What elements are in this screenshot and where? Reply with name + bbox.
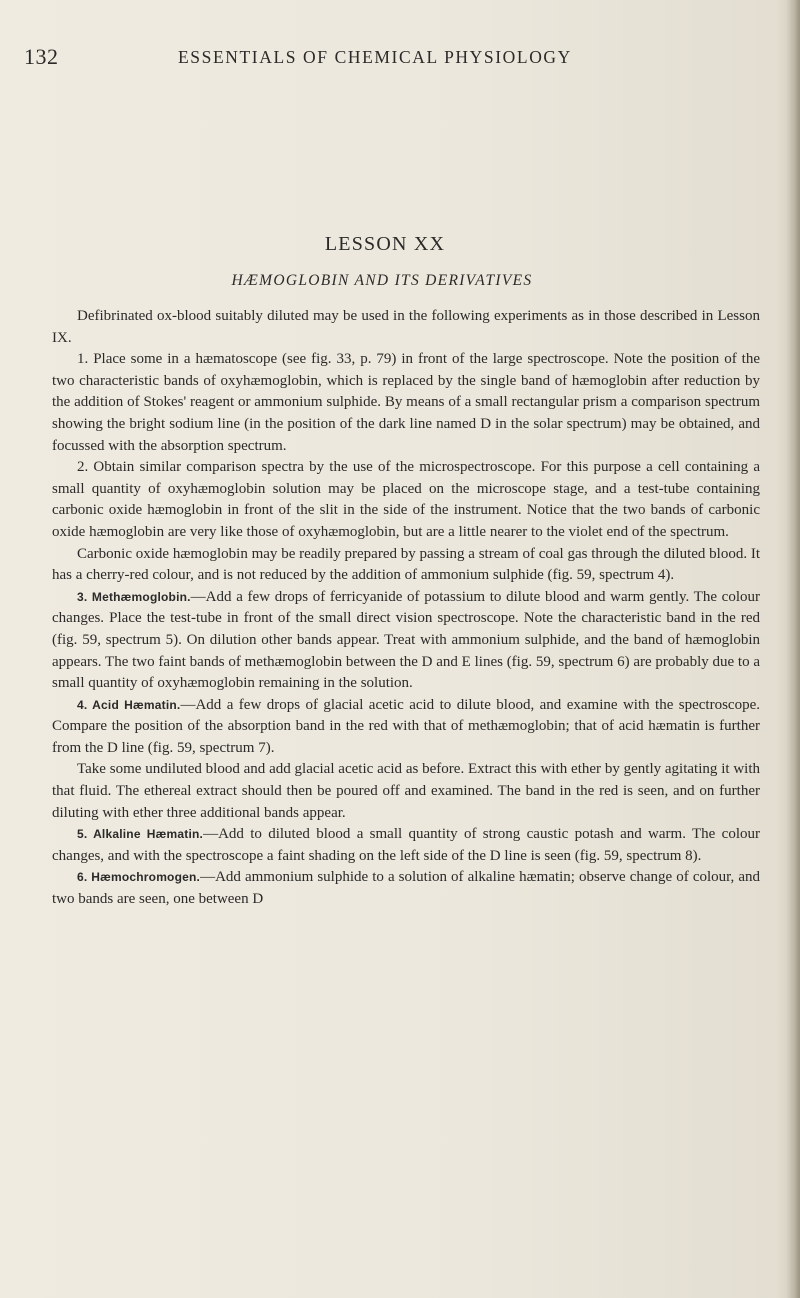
paragraph-5-alkaline-haematin	[52, 824, 760, 867]
paragraph-text: —Add a few drops of glacial acetic acid to dilute blood, and examine with the spectroscope. Compare the position of the absorption band in the red with that of methæmoglobin; that of acid hæmatin is further from the D line (fig. 59, spectrum 7).	[52, 696, 761, 756]
paragraph-text: —Add to diluted blood a small quantity of strong caustic potash and warm. The colour changes, and with the spectroscope a faint shading on the left side of the D line is seen (fig. 59, spectrum 8).	[52, 826, 760, 864]
paragraph-text: Defibrinated ox-blood suitably diluted may be used in the following experiments as in those described in Lesson IX.	[52, 308, 760, 346]
paragraph-text: —Add ammonium sulphide to a solution of alkaline hæmatin; observe change of colour, and two bands are seen, one between D	[52, 869, 761, 908]
paragraph-2-continued	[52, 544, 760, 587]
paragraph-text: 1. Place some in a hæmatoscope (see fig. 33, p. 79) in front of the large spectroscope. Note the position of the two characteristic bands of oxyhæmoglobin, which is replaced by the single band of hæmoglobin after reduction by the addition of Stokes' reagent or ammonium sulphide. By means of a small rectangular prism a comparison spectrum showing the bright sodium line (in the position of the dark line named D in the solar spectrum) may be obtained, and focussed with the absorption spectrum.	[52, 351, 760, 454]
paragraph-text: —Add a few drops of ferricyanide of potassium to dilute blood and warm gently. The colour changes. Place the test-tube in front of the small direct vision spectroscope. Note the characteristic band in the red (fig. 59, spectrum 5). On dilution other bands appear. Treat with ammonium sulphide, and the band of hæmoglobin appears. The two faint bands of methæmoglobin between the D and E lines (fig. 59, spectrum 6) are probably due to a small quantity of oxyhæmoglobin remaining in the solution.	[52, 588, 760, 692]
paragraph-2	[52, 457, 760, 543]
paragraph-text: Take some undiluted blood and add glacial acetic acid as before. Extract this with ether by gently agitating it with that fluid. The ethereal extract should then be poured off and examined. The band in the red is seen, and on further diluting with ether three additional bands appear.	[52, 761, 760, 821]
paragraph-text: Carbonic oxide hæmoglobin may be readily prepared by passing a stream of coal gas through the diluted blood. It has a cherry-red colour, and is not reduced by the addition of ammonium sulphide (fig. 59, spectrum 4).	[52, 545, 760, 584]
paragraph-lead: 5. Alkaline Hæmatin.	[77, 827, 204, 842]
paragraph-4-continued	[52, 759, 760, 824]
paragraph-text: 2. Obtain similar comparison spectra by the use of the microspectroscope. For this purpose a cell containing a small quantity of oxyhæmoglobin solution may be placed on the microscope stage, and a test-tube containing carbonic oxide hæmoglobin in front of the slit in the side of the instrument. Notice that the two bands of carbonic oxide hæmoglobin are very like those of oxyhæmoglobin, but are a little nearer to the violet end of the spectrum.	[52, 459, 760, 540]
page-number: 132	[24, 44, 59, 69]
page-edge-shadow	[786, 0, 800, 1298]
paragraph-6-haemochromogen	[52, 867, 760, 910]
paragraph-1	[52, 349, 760, 457]
lesson-subtitle: HÆMOGLOBIN AND ITS DERIVATIVES	[231, 272, 533, 289]
paragraph-lead: 6. Hæmochromogen.	[77, 870, 201, 885]
paragraph-intro	[52, 306, 760, 349]
paragraph-3-methaemoglobin	[52, 587, 760, 695]
paragraph-lead: 4. Acid Hæmatin.	[77, 697, 181, 712]
running-title: ESSENTIALS OF CHEMICAL PHYSIOLOGY	[178, 47, 572, 67]
body-text	[52, 306, 760, 911]
paragraph-lead: 3. Methæmoglobin.	[77, 589, 191, 604]
running-head	[24, 44, 764, 70]
paragraph-4-acid-haematin	[52, 695, 760, 760]
lesson-title: LESSON XX	[324, 233, 446, 255]
